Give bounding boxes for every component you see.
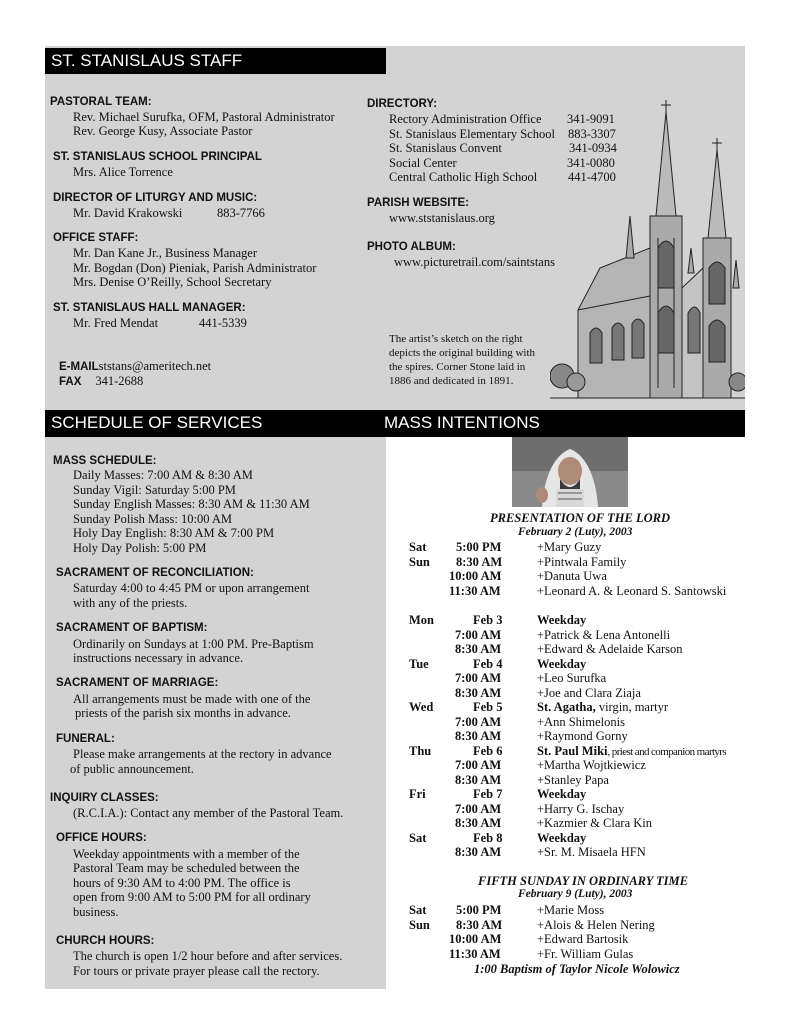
hall-manager-heading: ST. STANISLAUS HALL MANAGER: xyxy=(53,302,246,314)
office-hours-line: hours of 9:30 AM to 4:00 PM. The office is xyxy=(73,876,291,890)
reconciliation-heading: SACRAMENT OF RECONCILIATION: xyxy=(56,567,254,579)
church-hours-line: For tours or private prayer please call the rectory. xyxy=(73,964,320,978)
marriage-line: All arrangements must be made with one of the xyxy=(73,692,311,706)
office-hours-line: Pastoral Team may be scheduled between the xyxy=(73,861,300,875)
inquiry-line: (R.C.I.A.): Contact any member of the Pastoral Team. xyxy=(73,806,344,820)
intention-time: 10:00 AM xyxy=(449,569,502,583)
intention-time: 5:00 PM xyxy=(456,903,502,917)
intention-day: Sun xyxy=(409,917,430,932)
weekday-date: Feb 4 xyxy=(473,656,503,671)
mass-schedule-line: Holy Day English: 8:30 AM & 7:00 PM xyxy=(73,526,275,540)
website-heading: PARISH WEBSITE: xyxy=(367,197,470,209)
weekday-title: St. Agatha, virgin, martyr xyxy=(537,700,669,714)
weekday-time: 8:30 AM xyxy=(455,816,502,830)
weekday-time: 7:00 AM xyxy=(455,627,502,642)
fax-label: FAX xyxy=(59,376,82,388)
weekday-day: Sat xyxy=(409,830,427,845)
directory-entry-phone: 883-3307 xyxy=(568,127,616,141)
weekday-name: +Leo Surufka xyxy=(537,671,607,685)
weekday-title: St. Paul Miki, priest and companion martyrs xyxy=(537,743,727,758)
services-title: SCHEDULE OF SERVICES xyxy=(51,413,263,432)
directory-entry-phone: 341-9091 xyxy=(567,112,615,126)
weekday-time: 7:00 AM xyxy=(455,801,502,816)
church-hours-line: The church is open 1/2 hour before and after services. xyxy=(73,949,343,963)
weekday-date: Feb 8 xyxy=(473,830,503,845)
weekday-time: 8:30 AM xyxy=(455,642,502,656)
intention-time: 8:30 AM xyxy=(456,554,503,569)
liturgy-name: Mr. David Krakowski xyxy=(73,206,183,220)
intention-time: 11:30 AM xyxy=(449,946,501,961)
staff-title: ST. STANISLAUS STAFF xyxy=(51,51,243,70)
liturgy-heading: DIRECTOR OF LITURGY AND MUSIC: xyxy=(53,192,258,204)
principal-heading: ST. STANISLAUS SCHOOL PRINCIPAL xyxy=(53,151,262,163)
website-link[interactable]: www.ststanislaus.org xyxy=(389,211,495,225)
weekday-date: Feb 7 xyxy=(473,787,503,801)
pastoral-team-line: Rev. Michael Surufka, OFM, Pastoral Administrator xyxy=(73,110,335,124)
section-header-bar xyxy=(45,410,745,437)
intention-name: +Leonard A. & Leonard S. Santowski xyxy=(537,583,727,598)
directory-entry-phone: 341-0080 xyxy=(567,156,615,170)
weekday-time: 8:30 AM xyxy=(455,845,502,859)
liturgy-phone: 883-7766 xyxy=(217,206,265,220)
weekday-name: +Joe and Clara Ziaja xyxy=(537,685,641,700)
weekday-title: Weekday xyxy=(537,787,587,801)
inquiry-heading: INQUIRY CLASSES: xyxy=(50,792,159,804)
weekday-name: +Martha Wojtkiewicz xyxy=(537,758,646,772)
intention-name: +Fr. William Gulas xyxy=(537,946,634,961)
office-staff-heading: OFFICE STAFF: xyxy=(53,232,139,244)
email-address: ststans@ameritech.net xyxy=(98,359,212,373)
mass-schedule-line: Sunday Polish Mass: 10:00 AM xyxy=(73,512,233,526)
principal-name: Mrs. Alice Torrence xyxy=(73,165,173,179)
church-sketch-image xyxy=(550,98,745,408)
mass-schedule-line: Sunday English Masses: 8:30 AM & 11:30 AM xyxy=(73,497,310,511)
weekday-name: +Ann Shimelonis xyxy=(537,714,625,729)
weekday-day: Mon xyxy=(409,613,434,627)
baptism-line: Ordinarily on Sundays at 1:00 PM. Pre-Baptism xyxy=(73,637,314,651)
weekday-title: Weekday xyxy=(537,613,587,627)
intention-day: Sun xyxy=(409,554,430,569)
weekday-time: 8:30 AM xyxy=(455,772,502,787)
reconciliation-line: with any of the priests. xyxy=(73,596,188,610)
office-staff-line: Mrs. Denise O’Reilly, School Secretary xyxy=(73,275,272,289)
weekday-name: +Stanley Papa xyxy=(537,772,609,787)
mass-schedule-line: Sunday Vigil: Saturday 5:00 PM xyxy=(73,483,236,497)
intention-name: +Alois & Helen Nering xyxy=(537,917,655,932)
funeral-line: of public announcement. xyxy=(70,762,194,776)
weekday-date: Feb 5 xyxy=(473,700,503,714)
office-hours-line: open from 9:00 AM to 5:00 PM for all ordinary xyxy=(73,890,311,904)
weekday-title: Weekday xyxy=(537,830,587,845)
marriage-line: priests of the parish six months in advance. xyxy=(75,706,291,720)
directory-entry-name: Rectory Administration Office xyxy=(389,112,542,126)
weekday-name: +Harry G. Ischay xyxy=(537,801,625,816)
weekday-name: +Kazmier & Clara Kin xyxy=(537,816,652,830)
weekday-time: 7:00 AM xyxy=(455,714,502,729)
directory-entry-phone: 341-0934 xyxy=(569,141,617,155)
intention-time: 8:30 AM xyxy=(456,917,503,932)
week2-title: FIFTH SUNDAY IN ORDINARY TIME xyxy=(478,874,688,888)
week1-date: February 2 (Luty), 2003 xyxy=(518,526,633,538)
email-line xyxy=(59,359,211,375)
office-hours-heading: OFFICE HOURS: xyxy=(56,832,147,844)
email-label: E-MAIL xyxy=(59,361,99,373)
staff-header xyxy=(45,48,386,74)
hall-manager-phone: 441-5339 xyxy=(199,316,247,330)
weekday-time: 8:30 AM xyxy=(455,685,502,700)
week2-date: February 9 (Luty), 2003 xyxy=(518,888,633,900)
sketch-note: The artist’s sketch on the right depicts the original building with the spires. Corner Stone laid in 1886 and dedicated in 1891. xyxy=(389,333,536,387)
baptism-heading: SACRAMENT OF BAPTISM: xyxy=(56,622,208,634)
baptism-note: 1:00 Baptism of Taylor Nicole Wolowicz xyxy=(474,962,680,976)
intention-time: 5:00 PM xyxy=(456,540,502,554)
directory-entry-name: Central Catholic High School xyxy=(389,170,538,184)
directory-entry-phone: 441-4700 xyxy=(568,170,616,184)
mass-schedule-heading: MASS SCHEDULE: xyxy=(53,455,157,467)
weekday-title: Weekday xyxy=(537,656,587,671)
office-staff-line: Mr. Dan Kane Jr., Business Manager xyxy=(73,246,257,260)
intention-name: +Pintwala Family xyxy=(537,554,627,569)
hall-manager-name: Mr. Fred Mendat xyxy=(73,316,159,330)
pastoral-team-line: Rev. George Kusy, Associate Pastor xyxy=(73,124,253,138)
intention-name: +Edward Bartosik xyxy=(537,932,629,946)
mass-schedule-line: Holy Day Polish: 5:00 PM xyxy=(73,541,207,555)
intention-name: +Mary Guzy xyxy=(537,540,602,554)
directory-entry-name: St. Stanislaus Convent xyxy=(389,141,502,155)
reconciliation-line: Saturday 4:00 to 4:45 PM or upon arrangement xyxy=(73,581,310,595)
photo-album-heading: PHOTO ALBUM: xyxy=(367,241,456,253)
weekday-time: 8:30 AM xyxy=(455,729,502,743)
weekday-day: Tue xyxy=(409,656,429,671)
directory-entry-name: St. Stanislaus Elementary School xyxy=(389,127,555,141)
funeral-line: Please make arrangements at the rectory in advance xyxy=(73,747,332,761)
office-staff-line: Mr. Bogdan (Don) Pieniak, Parish Administrator xyxy=(73,261,317,275)
weekday-time: 7:00 AM xyxy=(455,758,502,772)
intention-name: +Danuta Uwa xyxy=(537,569,607,583)
presentation-portrait-image xyxy=(512,437,628,507)
directory-heading: DIRECTORY: xyxy=(367,98,438,110)
church-hours-heading: CHURCH HOURS: xyxy=(56,935,155,947)
office-hours-line: Weekday appointments with a member of the xyxy=(73,847,300,861)
weekday-time: 7:00 AM xyxy=(455,671,502,685)
weekday-name: +Patrick & Lena Antonelli xyxy=(537,627,671,642)
intentions-title: MASS INTENTIONS xyxy=(384,413,540,432)
intention-day: Sat xyxy=(409,903,427,917)
intention-time: 10:00 AM xyxy=(449,932,502,946)
weekday-day: Wed xyxy=(409,700,434,714)
office-hours-line: business. xyxy=(73,905,119,919)
weekday-name: +Edward & Adelaide Karson xyxy=(537,642,683,656)
weekday-title-suffix: virgin, martyr xyxy=(595,700,669,714)
intention-day: Sat xyxy=(409,540,427,554)
marriage-heading: SACRAMENT OF MARRIAGE: xyxy=(56,677,219,689)
intention-name: +Marie Moss xyxy=(537,903,605,917)
mass-schedule-line: Daily Masses: 7:00 AM & 8:30 AM xyxy=(73,468,253,482)
weekday-date: Feb 6 xyxy=(473,743,503,758)
weekday-day: Fri xyxy=(409,787,426,801)
baptism-line: instructions necessary in advance. xyxy=(73,651,244,665)
directory-entry-name: Social Center xyxy=(389,156,457,170)
pastoral-team-heading: PASTORAL TEAM: xyxy=(50,96,152,108)
fax-number: 341-2688 xyxy=(95,374,144,388)
funeral-heading: FUNERAL: xyxy=(56,733,115,745)
intention-time: 11:30 AM xyxy=(449,583,501,598)
fax-line xyxy=(59,374,143,390)
week1-title: PRESENTATION OF THE LORD xyxy=(490,511,671,525)
weekday-name: +Raymond Gorny xyxy=(537,729,628,743)
weekday-name: +Sr. M. Misaela HFN xyxy=(537,845,646,859)
weekday-date: Feb 3 xyxy=(473,613,503,627)
photo-album-link[interactable]: www.picturetrail.com/saintstans xyxy=(394,255,555,269)
weekday-day: Thu xyxy=(409,743,432,758)
weekday-title-suffix: , priest and companion martyrs xyxy=(607,745,727,758)
